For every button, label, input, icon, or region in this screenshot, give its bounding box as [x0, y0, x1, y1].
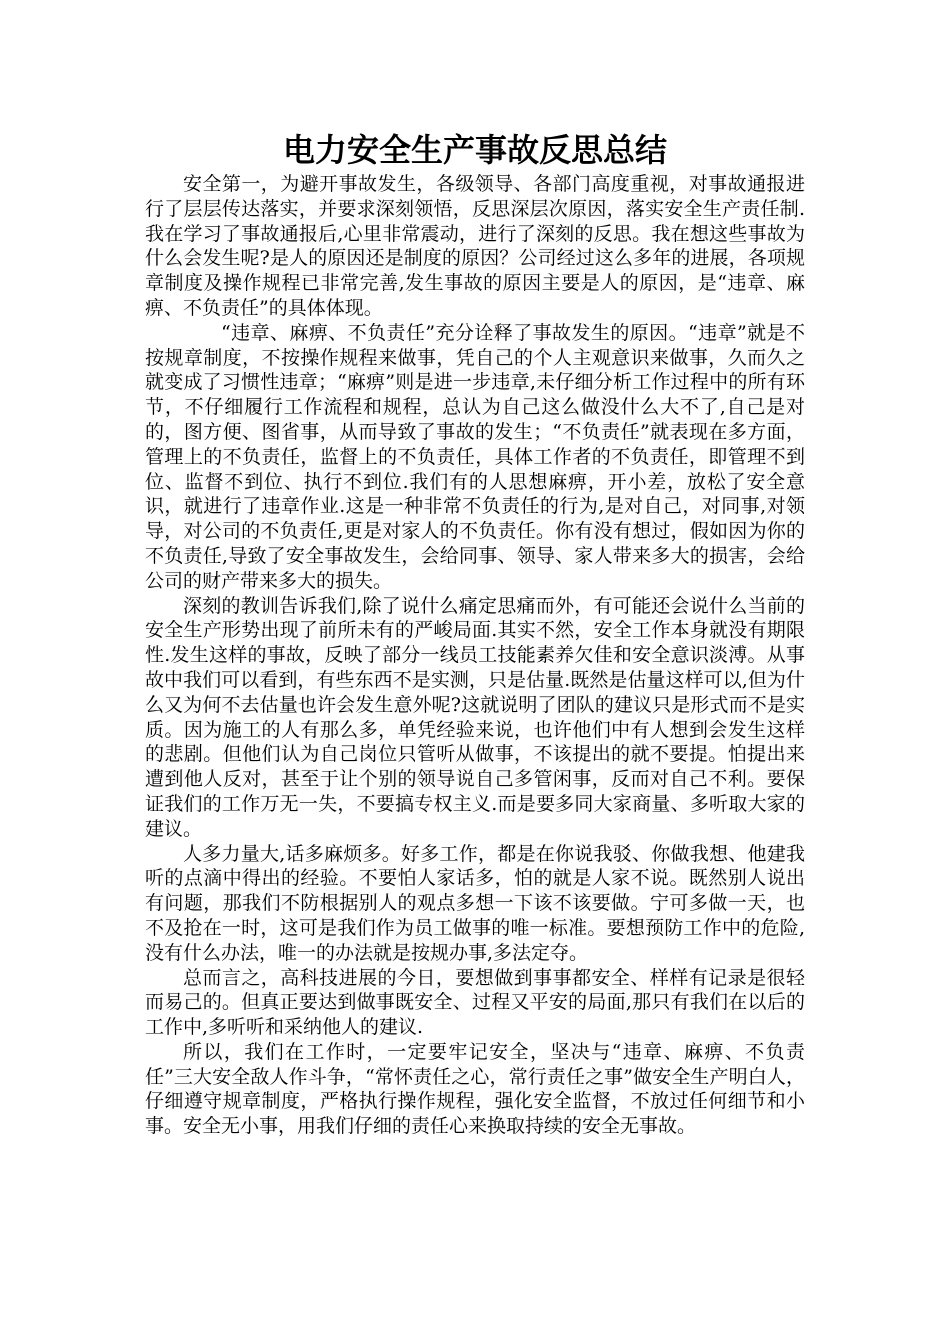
paragraph-4: 人多力量大,话多麻烦多。好多工作，都是在你说我驳、你做我想、他建我听的点滴中得出的经验。不要怕人家话多，怕的就是人家不说。既然别人说出有问题，那我们不防根据别人的观点多想一下该不该要做。宁可多做一天，也不及抢在一时，这可是我们作为员工做事的唯一标准。要想预防工作中的危险,没有什么办法，唯一的办法就是按规办事,多法定夺。: [145, 842, 805, 964]
document-body: [145, 172, 805, 1139]
paragraph-1: 安全第一，为避开事故发生，各级领导、各部门高度重视，对事故通报进行了层层传达落实，并要求深刻领悟，反思深层次原因，落实安全生产责任制.我在学习了事故通报后,心里非常震动，进行了深刻的反思。我在想这些事故为什么会发生呢?是人的原因还是制度的原因？公司经过这么多年的进展，各项规章制度及操作规程已非常完善,发生事故的原因主要是人的原因，是“违章、麻痹、不负责任”的具体体现。: [145, 173, 805, 319]
paragraph-5: 总而言之，高科技进展的今日，要想做到事事都安全、样样有记录是很轻而易己的。但真正要达到做事既安全、过程又平安的局面,那只有我们在以后的工作中,多听听和采纳他人的建议.: [145, 966, 805, 1039]
document-title: 电力安全生产事故反思总结: [282, 131, 667, 169]
paragraph-2: “违章、麻痹、不负责任”充分诠释了事故发生的原因。“违章”就是不按规章制度，不按操作规程来做事，凭自己的个人主观意识来做事，久而久之就变成了习惯性违章；“麻痹”则是进一步违章,未仔细分析工作过程中的所有环节，不仔细履行工作流程和规程，总认为自己这么做没什么大不了,自己是对的，图方便、图省事，从而导致了事故的发生；“不负责任”就表现在多方面，管理上的不负责任，监督上的不负责任，具体工作者的不负责任，即管理不到位、监督不到位、执行不到位.我们有的人思想麻痹，开小差，放松了安全意识，就进行了违章作业.这是一种非常不负责任的行为,是对自己，对同事,对领导，对公司的不负责任,更是对家人的不负责任。你有没有想过，假如因为你的不负责任,导致了安全事故发生，会给同事、领导、家人带来多大的损害，会给公司的财产带来多大的损失。: [145, 321, 805, 592]
paragraph-6: 所以，我们在工作时，一定要牢记安全，坚决与“违章、麻痹、不负责任”三大安全敌人作斗争，“常怀责任之心，常行责任之事”做安全生产明白人，仔细遵守规章制度，严格执行操作规程，强化安全监督，不放过任何细节和小事。安全无小事，用我们仔细的责任心来换取持续的安全无事故。: [145, 1040, 805, 1138]
paragraph-3: 深刻的教训告诉我们,除了说什么痛定思痛而外，有可能还会说什么当前的安全生产形势出现了前所未有的严峻局面.其实不然，安全工作本身就没有期限性.发生这样的事故，反映了部分一线员工技能素养欠佳和安全意识淡溥。从事故中我们可以看到，有些东西不是实测，只是估量.既然是估量这样可以,但为什么又为何不去估量也许会发生意外呢?这就说明了团队的建议只是形式而不是实质。因为施工的人有那么多，单凭经验来说，也许他们中有人想到会发生这样的悲剧。但他们认为自己岗位只管听从做事，不该提出的就不要提。怕提出来遭到他人反对，甚至于让个别的领导说自己多管闲事，反而对自己不利。要保证我们的工作万无一失，不要搞专权主义.而是要多同大家商量、多听取大家的建议。: [145, 594, 805, 840]
